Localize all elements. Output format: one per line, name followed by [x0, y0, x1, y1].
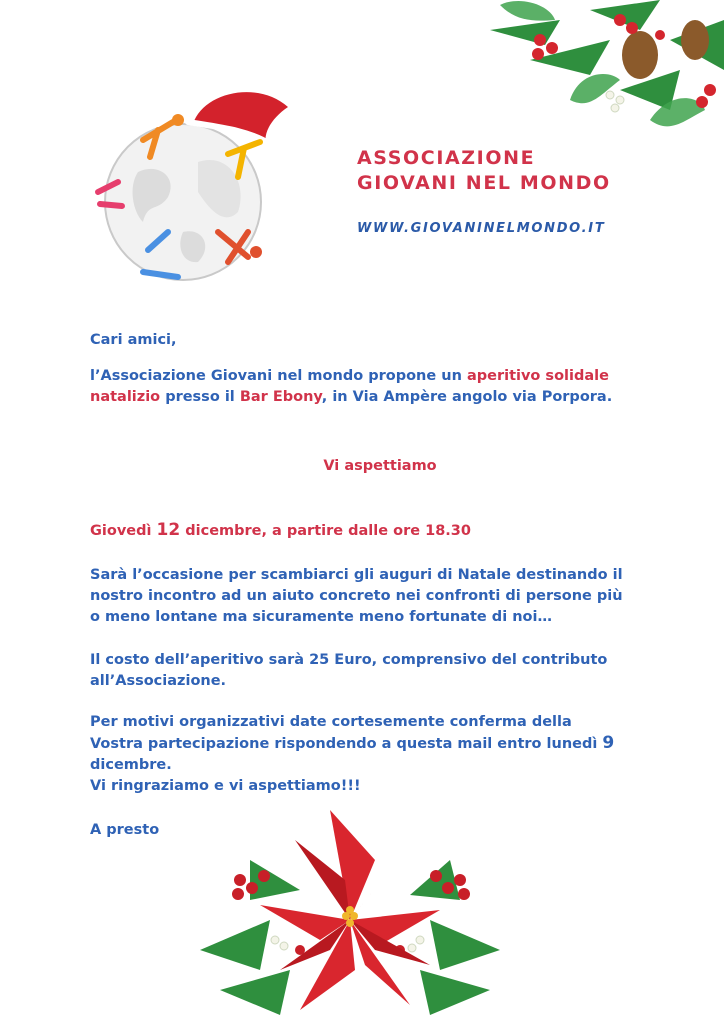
date-day: 12 — [156, 520, 181, 540]
event-highlight-b: natalizio — [90, 389, 161, 405]
invite-text-end: , in Via Ampère angolo via Porpora. — [321, 389, 613, 405]
date-prefix: Giovedì — [90, 523, 157, 539]
organization-name — [357, 146, 611, 196]
cost-line-2: all’Associazione. — [90, 673, 227, 689]
purpose-line-3: o meno lontane ma sicuramente meno fortunate di noi… — [90, 609, 552, 625]
globe-logo-icon — [88, 82, 298, 292]
org-name-line1: ASSOCIAZIONE — [357, 147, 536, 169]
invite-text-mid: presso il — [160, 389, 240, 405]
poinsettia-decoration — [180, 800, 520, 1024]
invite-paragraph — [90, 366, 670, 408]
wait-line: Vi aspettiamo — [323, 458, 437, 474]
cost-paragraph — [90, 650, 670, 692]
purpose-line-1: Sarà l’occasione per scambiarci gli auguri di Natale destinando il — [90, 567, 623, 583]
holly-decoration — [470, 0, 724, 165]
closing: A presto — [90, 822, 160, 838]
event-date — [90, 520, 670, 542]
rsvp-line-2: Vostra partecipazione rispondendo a questa mail entro lunedì — [90, 736, 603, 752]
purpose-line-2: nostro incontro ad un aiuto concreto nei confronti di persone più — [90, 588, 623, 604]
event-highlight-a: aperitivo solidale — [466, 368, 609, 384]
rsvp-line-3: dicembre. — [90, 757, 172, 773]
date-suffix: dicembre, a partire dalle ore 18.30 — [180, 523, 471, 539]
invite-text-start: l’Associazione Giovani nel mondo propone un — [90, 368, 467, 384]
website-link[interactable]: WWW.GIOVANINELMONDO.IT — [357, 221, 606, 236]
rsvp-line-4: Vi ringraziamo e vi aspettiamo!!! — [90, 778, 361, 794]
purpose-paragraph — [90, 565, 670, 628]
org-name-line2: GIOVANI NEL MONDO — [357, 172, 611, 194]
rsvp-paragraph — [90, 712, 670, 797]
greeting: Cari amici, — [90, 332, 177, 348]
rsvp-day: 9 — [602, 733, 615, 753]
venue-name: Bar Ebony — [239, 389, 322, 405]
rsvp-line-1: Per motivi organizzativi date cortesemente conferma della — [90, 714, 572, 730]
cost-line-1: Il costo dell’aperitivo sarà 25 Euro, comprensivo del contributo — [90, 652, 608, 668]
